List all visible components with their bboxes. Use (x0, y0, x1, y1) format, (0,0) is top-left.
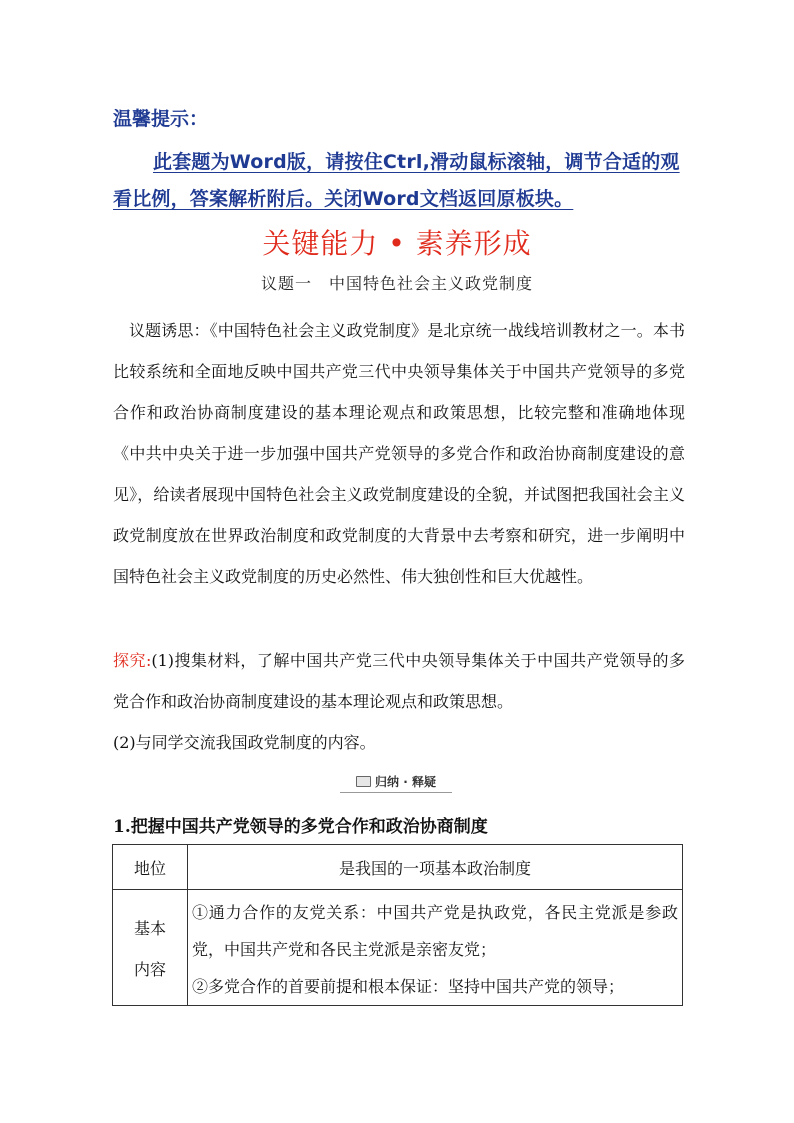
notice-body (113, 144, 685, 218)
table-value-line: ②多党合作的首要前提和根本保证：坚持中国共产党的领导； (192, 977, 625, 996)
section-title: 关键能力 • 素养形成 (262, 227, 532, 260)
book-icon (356, 776, 371, 787)
summary-banner (340, 770, 452, 793)
table-cell-head (113, 890, 188, 1006)
info-table (112, 844, 683, 1006)
explore-label: 探究: (113, 651, 152, 670)
point-title: 1.把握中国共产党领导的多党合作和政治协商制度 (113, 817, 488, 837)
table-value-line: ①通力合作的友党关系：中国共产党是执政党，各民主党派是参政党，中国共产党和各民主党派是亲密友党； (192, 903, 678, 959)
summary-banner-label: 归纳 · 释疑 (375, 774, 436, 789)
explore-item-1-text: (1)搜集材料，了解中国共产党三代中央领导集体关于中国共产党领导的多党合作和政治协商制度建设的基本理论观点和政策思想。 (113, 651, 685, 711)
table-cell-head: 地位 (113, 845, 188, 890)
notice-title: 温馨提示： (113, 108, 209, 130)
table-head-line: 基本 (133, 919, 166, 938)
intro-paragraph: 议题诱思：《中国特色社会主义政党制度》是北京统一战线培训教材之一。本书比较系统和全面地反映中国共产党三代中央领导集体关于中国共产党领导的多党合作和政治协商制度建设的基本理论观点和政策思想，比较完整和准确地体现《中共中央关于进一步加强中国共产党领导的多党合作和政治协商制度建设的意见》，给读者展现中国特色社会主义政党制度建设的全貌，并试图把我国社会主义政党制度放在世界政治制度和政党制度的大背景中去考察和研究，进一步阐明中国特色社会主义政党制度的历史必然性、伟大独创性和巨大优越性。 (113, 321, 685, 586)
notice-text: 此套题为Word版，请按住Ctrl,滑动鼠标滚轴，调节合适的观看比例，答案解析附后。关闭Word文档返回原板块。 (113, 151, 680, 210)
explore-section (113, 640, 685, 763)
table-head-line: 内容 (133, 960, 166, 979)
explore-item-1 (113, 640, 685, 722)
topic-title: 议题一 中国特色社会主义政党制度 (260, 274, 533, 293)
table-row (113, 845, 683, 890)
table-cell-value (188, 890, 683, 1006)
explore-item-2: (2)与同学交流我国政党制度的内容。 (113, 733, 376, 752)
table-row (113, 890, 683, 1006)
table-cell-value: 是我国的一项基本政治制度 (188, 845, 683, 890)
